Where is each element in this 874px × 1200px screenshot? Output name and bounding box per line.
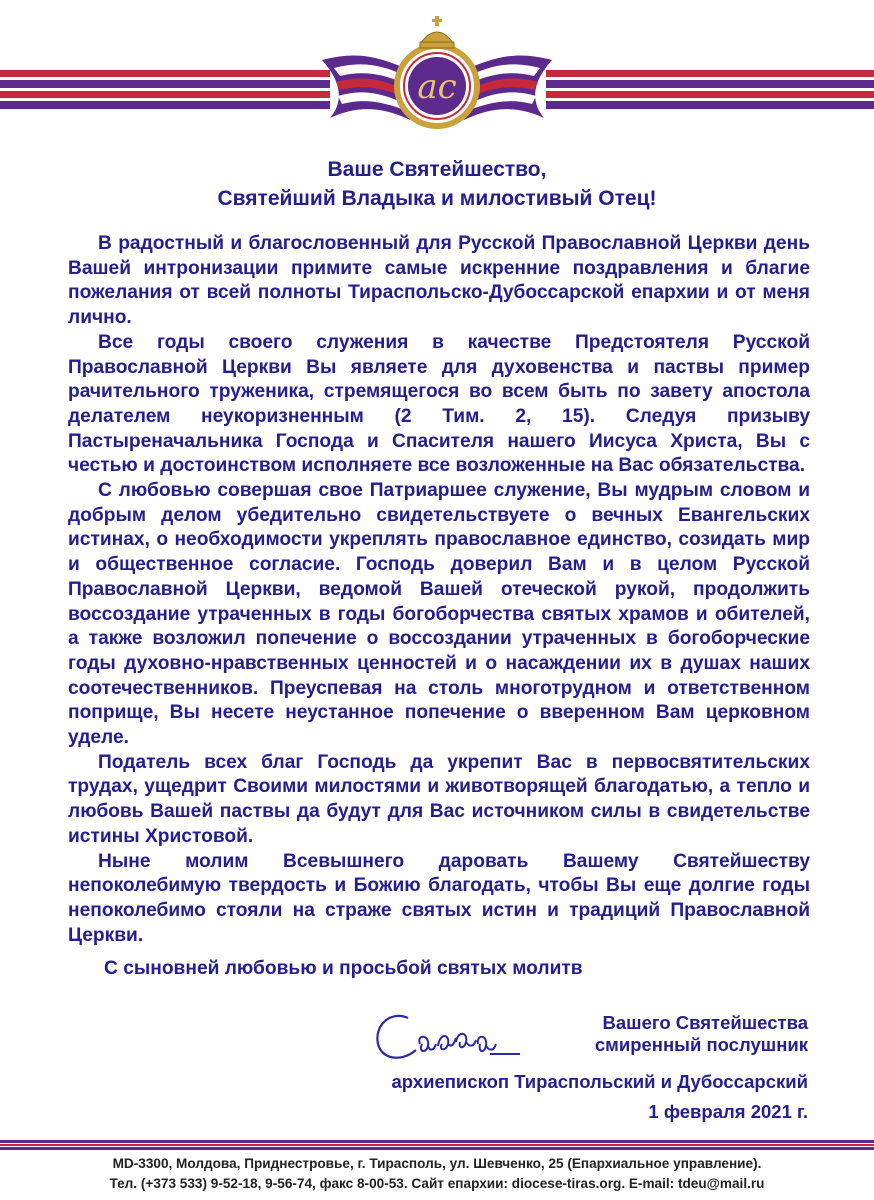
paragraph-1: В радостный и благословенный для Русской Православной Церкви день Вашей интронизации примите самые искренние поздравления и благие пожелания от всей полноты Тираспольско-Дубоссарской епархии и от меня лично. — [68, 233, 810, 329]
closing-line: С сыновней любовью и просьбой святых молитв — [104, 958, 583, 979]
paragraph-3: С любовью совершая свое Патриаршее служение, Вы мудрым словом и добрым делом убедительно свидетельствуете о вечных Евангельских истинах, о необходимости укреплять православное единство, созидать мир и общественное согласие. Господь доверил Вам и в целом Русской Православной Церкви, ведомой Вашей отеческой рукой, продолжить воссоздание утраченных в годы богоборчества святых храмов и обителей, а также возложил попечение о воссоздании утраченных в богоборческие годы духовно-нравственных ценностей и о насаждении их в душах наших соотечественников. Преуспевая на столь многотрудном и ответственном поприще, Вы несете неустанное попечение о вверенном Вам церковном уделе. — [68, 480, 810, 749]
signature-block — [595, 1012, 808, 1056]
signatory-title: архиепископ Тираспольский и Дубоссарский — [391, 1071, 808, 1092]
paragraph-4: Податель всех благ Господь да укрепит Вас в первосвятительских трудах, ущедрит Своими милостями и животворящей благодатью, а тепло и любовь Вашей паствы да будут для Вас источником силы в свидетельстве истины Христовой. — [68, 751, 810, 847]
letter-body — [68, 232, 810, 948]
signature-line-1: Вашего Святейшества — [602, 1012, 808, 1033]
salutation-line-1: Ваше Святейшество, — [327, 158, 547, 181]
footer-stripes — [0, 1140, 874, 1150]
crown-icon — [420, 16, 454, 48]
footer-contacts: Тел. (+373 533) 9-52-18, 9-56-74, факс 8-00-53. Сайт епархии: diocese-tiras.org. E-mail: tdeu@mail.ru — [109, 1176, 765, 1191]
letterhead — [0, 0, 874, 140]
letter-date: 1 февраля 2021 г. — [648, 1101, 808, 1122]
paragraph-2: Все годы своего служения в качестве Предстоятеля Русской Православной Церкви Вы являете для духовенства и паствы пример рачительного труженика, стремящегося во всем быть по завету апостола делателем неукоризненным (2 Тим. 2, 15). Следуя призыву Пастыреначальника Господа и Спасителя нашего Иисуса Христа, Вы с честью и достоинством исполняете все возложенные на Вас обязательства. — [68, 331, 810, 477]
salutation — [0, 155, 874, 213]
paragraph-5: Ныне молим Всевышнего даровать Вашему Святейшеству непоколебимую твердость и Божию благодать, чтобы Вы еще долгие годы непоколебимо стояли на страже святых истин и традиций Православной Церкви. — [68, 850, 810, 946]
letterhead-graphic — [0, 0, 874, 140]
footer — [0, 1154, 874, 1194]
emblem-monogram: ac — [417, 67, 457, 107]
left-stripes — [0, 70, 330, 109]
salutation-line-2: Святейший Владыка и милостивый Отец! — [217, 187, 657, 210]
handwritten-signature — [368, 1004, 528, 1068]
footer-address: MD-3300, Молдова, Приднестровье, г. Тирасполь, ул. Шевченко, 25 (Епархиальное управление). — [112, 1156, 762, 1171]
right-stripes — [546, 70, 874, 109]
signature-line-2: смиренный послушник — [594, 1034, 808, 1055]
